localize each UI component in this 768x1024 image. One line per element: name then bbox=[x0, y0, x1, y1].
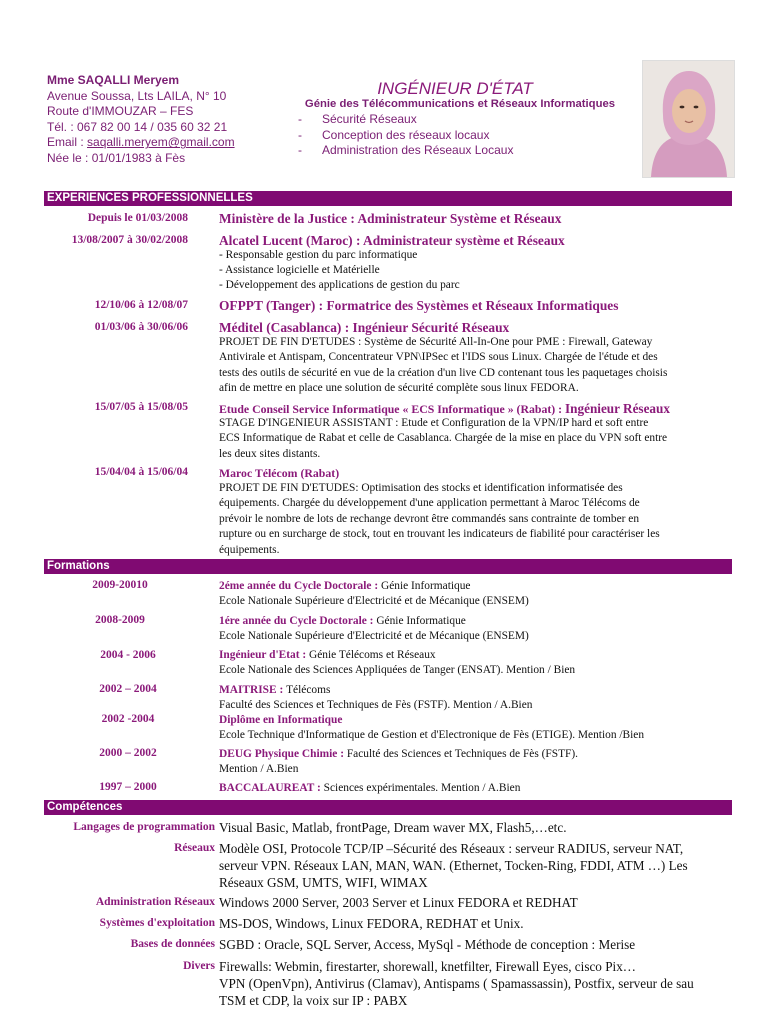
exp-post: Maroc Télécom (Rabat) bbox=[219, 466, 340, 480]
exp-line: équipements. bbox=[219, 543, 280, 556]
skill-label: Bases de données bbox=[130, 938, 215, 950]
skill-line: Réseaux GSM, UMTS, WIFI, WIMAX bbox=[219, 875, 428, 890]
exp-post: Ministère de la Justice : Administrateur Système et Réseaux bbox=[219, 211, 562, 226]
skill-line: Modèle OSI, Protocole TCP/IP –Sécurité des Réseaux : serveur RADIUS, serveur NAT, bbox=[219, 841, 684, 856]
exp-date: 15/07/05 à 15/08/05 bbox=[94, 401, 188, 413]
formation-date: 2000 – 2002 bbox=[99, 747, 157, 759]
formation-item bbox=[219, 683, 734, 713]
formation-degree: 1ére année du Cycle Doctorale : bbox=[219, 615, 377, 627]
skill-line: TSM et CDP, la voix sur IP : PABX bbox=[219, 993, 408, 1008]
specialty-item bbox=[298, 112, 513, 128]
exp-date: 15/04/04 à 15/06/04 bbox=[94, 466, 188, 478]
specialties-list bbox=[298, 112, 513, 159]
portrait-illustration bbox=[643, 61, 734, 177]
formation-date: 2002 – 2004 bbox=[99, 683, 157, 695]
skill-value bbox=[219, 936, 735, 953]
exp-line: les deux sites distants. bbox=[219, 447, 321, 460]
exp-post-company: Etude Conseil Service Informatique « ECS Informatique » (Rabat) : bbox=[219, 402, 566, 416]
birth-date: Née le : 01/01/1983 à Fès bbox=[47, 150, 186, 165]
specialty-label: Conception des réseaux locaux bbox=[322, 127, 490, 142]
formation-item bbox=[219, 614, 734, 644]
skill-value bbox=[219, 915, 735, 932]
contact-block bbox=[47, 73, 235, 167]
skill-line: SGBD : Oracle, SQL Server, Access, MySql - Méthode de conception : Merise bbox=[219, 937, 636, 952]
exp-date: Depuis le 01/03/2008 bbox=[87, 212, 188, 224]
exp-description bbox=[219, 481, 734, 558]
skill-label: Langages de programmation bbox=[73, 821, 215, 833]
formation-item bbox=[219, 747, 734, 777]
candidate-name: Mme SAQALLI Meryem bbox=[47, 73, 180, 87]
email-line bbox=[47, 135, 235, 151]
skill-value bbox=[219, 819, 735, 836]
skill-label: Divers bbox=[183, 960, 215, 972]
formation-school: Ecole Nationale Supérieure d'Electricité et de Mécanique (ENSEM) bbox=[219, 595, 529, 607]
formation-item bbox=[219, 579, 734, 609]
formation-field: Génie Informatique bbox=[376, 615, 466, 627]
formation-degree: Diplôme en Informatique bbox=[219, 714, 343, 726]
exp-line: Antivirale et Antispam, Concentrateur VPN\IPSec et l'IDS sous Linux. Chargée de l'étude et des bbox=[219, 351, 658, 364]
exp-line: ECS Informatique de Rabat et celle de Casablanca. Chargée de la mise en place du VPN soft entre bbox=[219, 432, 668, 445]
exp-post: Alcatel Lucent (Maroc) : Administrateur système et Réseaux bbox=[219, 233, 565, 248]
exp-line: PROJET DE FIN D'ETUDES : Système de Sécurité All-In-One pour PME : Firewall, Gateway bbox=[219, 336, 653, 348]
section-experience: EXPERIENCES PROFESSIONNELLES bbox=[44, 191, 732, 206]
formation-field: Faculté des Sciences et Techniques de Fès (FSTF). bbox=[346, 748, 579, 760]
exp-line: afin de mettre en place une solution de sécurité complète sous linux FEDORA. bbox=[219, 382, 579, 395]
skill-value bbox=[219, 958, 735, 1009]
exp-post-role: Ingénieur Réseaux bbox=[565, 401, 670, 416]
specialty-label: Sécurité Réseaux bbox=[322, 112, 417, 126]
exp-post: Méditel (Casablanca) : Ingénieur Sécurité Réseaux bbox=[219, 320, 510, 335]
skill-label: Systèmes d'exploitation bbox=[99, 917, 215, 929]
exp-description bbox=[219, 416, 734, 462]
skill-line: Visual Basic, Matlab, frontPage, Dream waver MX, Flash5,…etc. bbox=[219, 820, 567, 835]
formation-date: 1997 – 2000 bbox=[99, 781, 157, 793]
formation-degree: Ingénieur d'Etat : bbox=[219, 649, 309, 661]
list-dash: - bbox=[298, 112, 302, 126]
skill-value bbox=[219, 894, 735, 911]
list-dash: - bbox=[298, 127, 302, 142]
page-title: INGÉNIEUR D'ÉTAT bbox=[377, 79, 533, 98]
formation-date: 2009-20010 bbox=[92, 579, 148, 591]
list-dash: - bbox=[298, 143, 302, 158]
formation-degree: DEUG Physique Chimie : bbox=[219, 748, 347, 760]
skill-line: MS-DOS, Windows, Linux FEDORA, REDHAT et Unix. bbox=[219, 916, 524, 931]
formation-school: Ecole Technique d'Informatique de Gestion et d'Electronique de Fès (ETIGE). Mention /Bien bbox=[219, 729, 645, 741]
formation-degree: MAITRISE : bbox=[219, 684, 287, 696]
exp-line: tests des outils de sécurité en vue de la création d'un live CD contenant tous les paquetages choisis bbox=[219, 366, 668, 379]
formation-item bbox=[219, 713, 734, 743]
exp-date: 12/10/06 à 12/08/07 bbox=[94, 299, 188, 311]
skill-line: serveur VPN. Réseaux LAN, MAN, WAN. (Ethernet, Tocken-Ring, FDDI, ATM …) Les bbox=[219, 858, 688, 873]
exp-line: prévoir le nombre de lots de rechange devront être commandés sans contrainte de tomber en bbox=[219, 512, 640, 525]
formation-date: 2002 -2004 bbox=[101, 713, 155, 725]
exp-post bbox=[219, 401, 670, 417]
specialty-item bbox=[298, 128, 513, 144]
formation-field: Génie Télécoms et Réseaux bbox=[308, 649, 436, 661]
formation-date: 2004 - 2006 bbox=[100, 649, 156, 661]
phone: Tél. : 067 82 00 14 / 035 60 32 21 bbox=[47, 119, 228, 134]
formation-degree: 2éme année du Cycle Doctorale : bbox=[219, 580, 381, 592]
exp-line: - Assistance logicielle et Matérielle bbox=[219, 264, 380, 276]
exp-line: - Responsable gestion du parc informatique bbox=[219, 249, 418, 261]
formation-date: 2008-2009 bbox=[95, 614, 145, 626]
exp-description bbox=[219, 335, 734, 397]
formation-field: Télécoms bbox=[286, 684, 331, 696]
section-formations: Formations bbox=[44, 559, 732, 574]
exp-line: équipements. Chargée du développement d'une application permettant à Maroc Télécoms de bbox=[219, 497, 640, 510]
formation-school: Faculté des Sciences et Techniques de Fès (FSTF). Mention / A.Bien bbox=[219, 699, 533, 711]
formation-degree: BACCALAUREAT : bbox=[219, 782, 324, 794]
formation-mention: Mention / A.Bien bbox=[219, 763, 299, 775]
skill-line: Windows 2000 Server, 2003 Server et Linux FEDORA et REDHAT bbox=[219, 895, 578, 910]
exp-post: OFPPT (Tanger) : Formatrice des Systèmes et Réseaux Informatiques bbox=[219, 298, 619, 313]
formation-school: Ecole Nationale Supérieure d'Electricité et de Mécanique (ENSEM) bbox=[219, 630, 529, 642]
exp-date: 01/03/06 à 30/06/06 bbox=[94, 321, 188, 333]
formation-field: Sciences expérimentales. Mention / A.Bien bbox=[323, 782, 521, 794]
profile-photo bbox=[642, 60, 735, 178]
specialty-item bbox=[298, 143, 513, 159]
address-line-1: Avenue Soussa, Lts LAILA, N° 10 bbox=[47, 88, 227, 103]
exp-date: 13/08/2007 à 30/02/2008 bbox=[71, 234, 188, 246]
skill-line: VPN (OpenVpn), Antivirus (Clamav), Antispams ( Spamassassin), Postfix, serveur de sau bbox=[219, 976, 694, 991]
specialty-label: Administration des Réseaux Locaux bbox=[322, 143, 514, 158]
skill-line: Firewalls: Webmin, firestarter, shorewall, knetfilter, Firewall Eyes, cisco Pix… bbox=[219, 959, 636, 974]
email-label: Email : bbox=[47, 135, 88, 150]
section-competences: Compétences bbox=[44, 800, 732, 815]
formation-field: Génie Informatique bbox=[380, 580, 471, 592]
page-subtitle: Génie des Télécommunications et Réseaux Informatiques bbox=[304, 98, 616, 110]
skill-label: Administration Réseaux bbox=[95, 896, 215, 908]
email-link[interactable]: saqalli.meryem@gmail.com bbox=[87, 135, 235, 150]
exp-line: - Développement des applications de gestion du parc bbox=[219, 279, 460, 291]
skill-value bbox=[219, 840, 735, 891]
exp-line: STAGE D'INGENIEUR ASSISTANT : Etude et Configuration de la VPN/IP hard et soft entre bbox=[219, 417, 649, 429]
exp-line: PROJET DE FIN D'ETUDES: Optimisation des stocks et identification informatisée des bbox=[219, 482, 623, 494]
formation-item bbox=[219, 648, 734, 678]
address-line-2: Route d'IMMOUZAR – FES bbox=[47, 104, 194, 119]
formation-item bbox=[219, 781, 734, 796]
exp-description bbox=[219, 248, 734, 293]
skill-label: Réseaux bbox=[174, 842, 215, 854]
exp-line: rupture ou en surcharge de stock, tout en trouvant les indicateurs de fiabilité pour caractériser les bbox=[219, 528, 660, 541]
formation-school: Ecole Nationale des Sciences Appliquées de Tanger (ENSAT). Mention / Bien bbox=[219, 664, 576, 676]
